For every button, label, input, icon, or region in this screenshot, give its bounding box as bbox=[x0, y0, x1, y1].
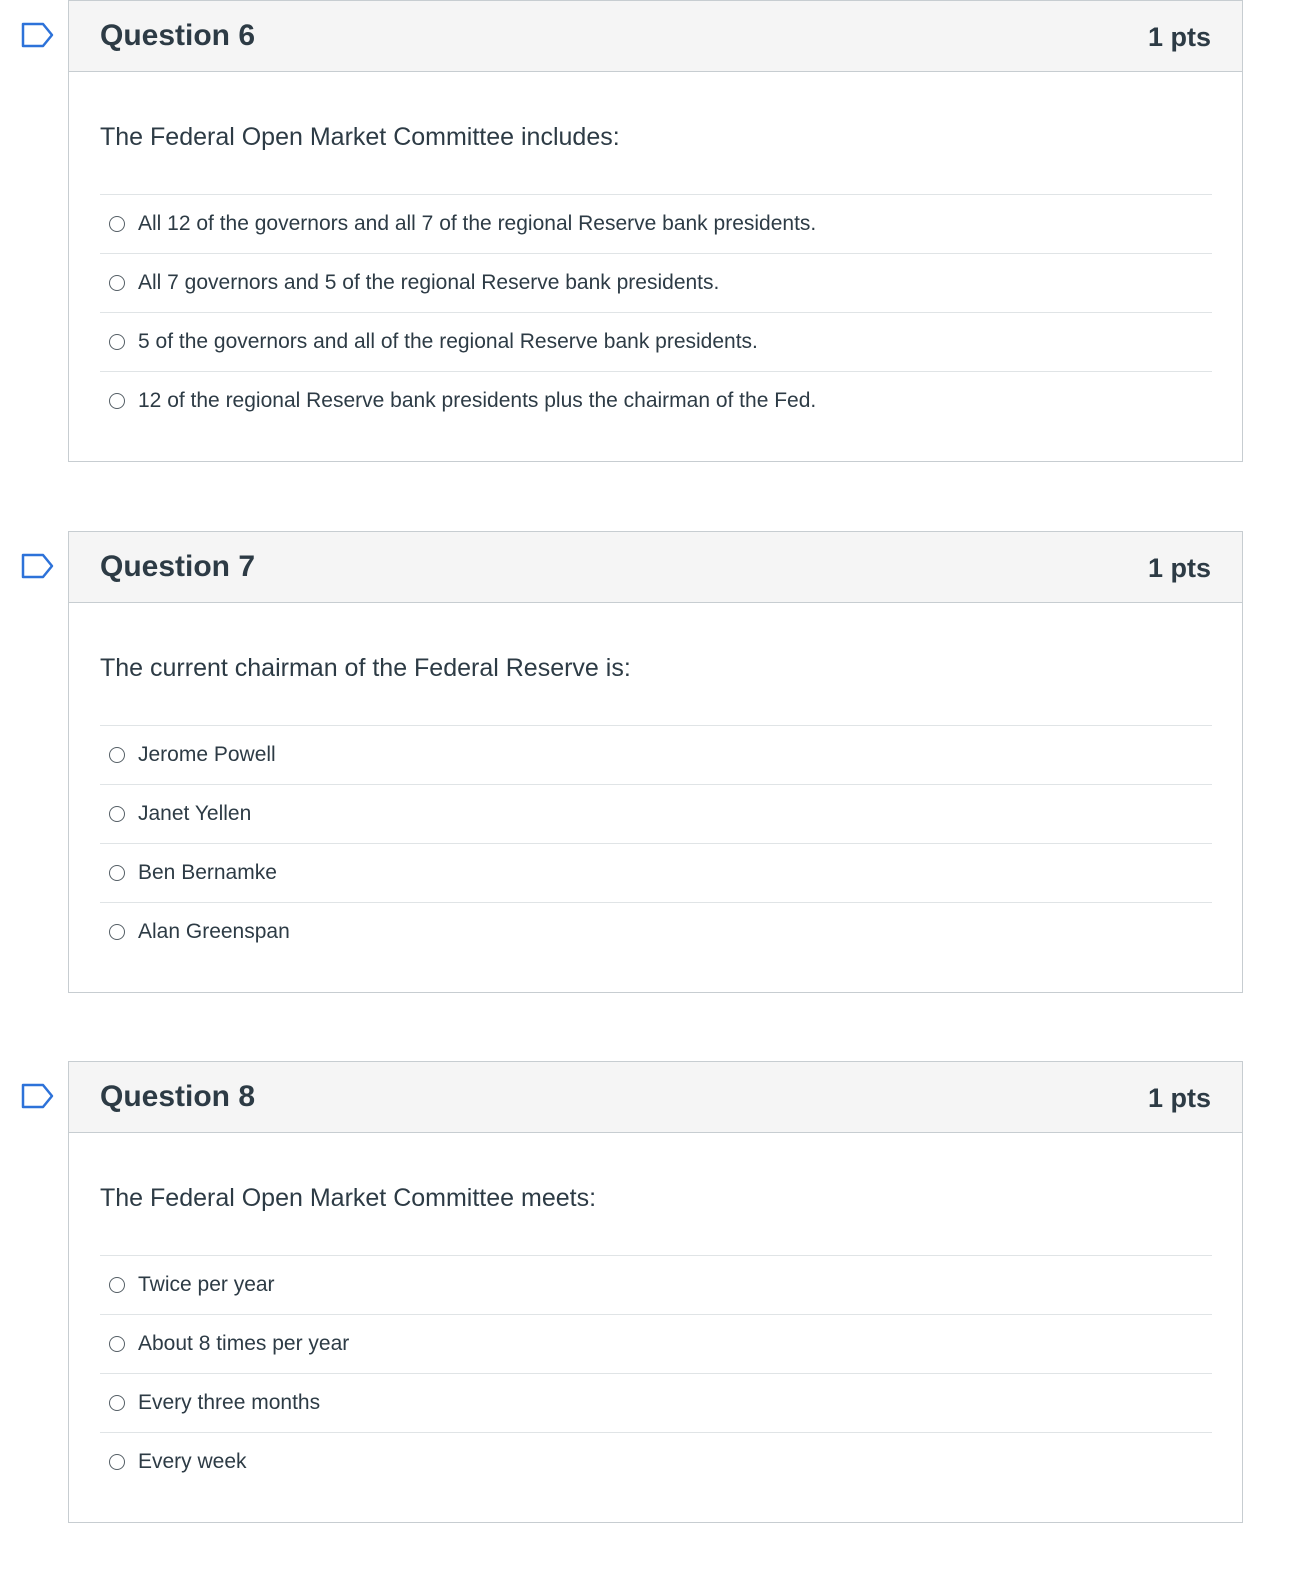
flag-question-icon[interactable] bbox=[21, 553, 55, 579]
radio-button[interactable] bbox=[109, 806, 125, 822]
question-header bbox=[69, 532, 1242, 603]
answer-option[interactable] bbox=[100, 725, 1212, 784]
radio-button[interactable] bbox=[109, 924, 125, 940]
answer-option[interactable] bbox=[100, 312, 1212, 371]
question-header bbox=[69, 1, 1242, 72]
answer-list bbox=[100, 1255, 1212, 1491]
answer-label[interactable]: 5 of the governors and all of the regional Reserve bank presidents. bbox=[138, 330, 758, 353]
answer-label[interactable]: Every three months bbox=[138, 1391, 321, 1414]
answer-label[interactable]: About 8 times per year bbox=[138, 1332, 350, 1355]
answer-option[interactable] bbox=[100, 1373, 1212, 1432]
answer-label[interactable]: Twice per year bbox=[138, 1273, 275, 1296]
question-text: The Federal Open Market Committee meets: bbox=[100, 1184, 597, 1212]
question-points: 1 pts bbox=[1147, 1083, 1211, 1113]
flag-question-icon[interactable] bbox=[21, 22, 55, 48]
question-title: Question 6 bbox=[100, 19, 256, 52]
answer-label[interactable]: All 12 of the governors and all 7 of the regional Reserve bank presidents. bbox=[138, 212, 817, 235]
question-text: The Federal Open Market Committee includes: bbox=[100, 123, 620, 151]
answer-option[interactable] bbox=[100, 843, 1212, 902]
answer-option[interactable] bbox=[100, 1255, 1212, 1314]
answer-option[interactable] bbox=[100, 371, 1212, 430]
question-points: 1 pts bbox=[1147, 22, 1211, 52]
answer-option[interactable] bbox=[100, 1432, 1212, 1491]
radio-button[interactable] bbox=[109, 747, 125, 763]
flag-question-icon[interactable] bbox=[21, 1083, 55, 1109]
question-card bbox=[68, 1061, 1243, 1523]
question-title: Question 7 bbox=[100, 550, 256, 583]
answer-list bbox=[100, 725, 1212, 961]
question-card bbox=[68, 0, 1243, 462]
answer-label[interactable]: 12 of the regional Reserve bank presidents plus the chairman of the Fed. bbox=[138, 389, 817, 412]
radio-button[interactable] bbox=[109, 275, 125, 291]
answer-label[interactable]: Jerome Powell bbox=[138, 743, 276, 766]
radio-button[interactable] bbox=[109, 865, 125, 881]
answer-label[interactable]: All 7 governors and 5 of the regional Reserve bank presidents. bbox=[138, 271, 720, 294]
radio-button[interactable] bbox=[109, 393, 125, 409]
answer-label[interactable]: Ben Bernamke bbox=[138, 861, 277, 884]
answer-label[interactable]: Alan Greenspan bbox=[138, 920, 290, 943]
question-points: 1 pts bbox=[1147, 553, 1211, 583]
question-text: The current chairman of the Federal Reserve is: bbox=[100, 654, 631, 682]
answer-option[interactable] bbox=[100, 194, 1212, 253]
question-title: Question 8 bbox=[100, 1080, 256, 1113]
answer-option[interactable] bbox=[100, 1314, 1212, 1373]
question-header bbox=[69, 1062, 1242, 1133]
answer-option[interactable] bbox=[100, 784, 1212, 843]
radio-button[interactable] bbox=[109, 216, 125, 232]
answer-label[interactable]: Every week bbox=[138, 1450, 247, 1473]
answer-option[interactable] bbox=[100, 902, 1212, 961]
radio-button[interactable] bbox=[109, 1454, 125, 1470]
answer-label[interactable]: Janet Yellen bbox=[138, 802, 252, 825]
answer-option[interactable] bbox=[100, 253, 1212, 312]
radio-button[interactable] bbox=[109, 1277, 125, 1293]
radio-button[interactable] bbox=[109, 1336, 125, 1352]
radio-button[interactable] bbox=[109, 1395, 125, 1411]
answer-list bbox=[100, 194, 1212, 430]
radio-button[interactable] bbox=[109, 334, 125, 350]
question-card bbox=[68, 531, 1243, 993]
